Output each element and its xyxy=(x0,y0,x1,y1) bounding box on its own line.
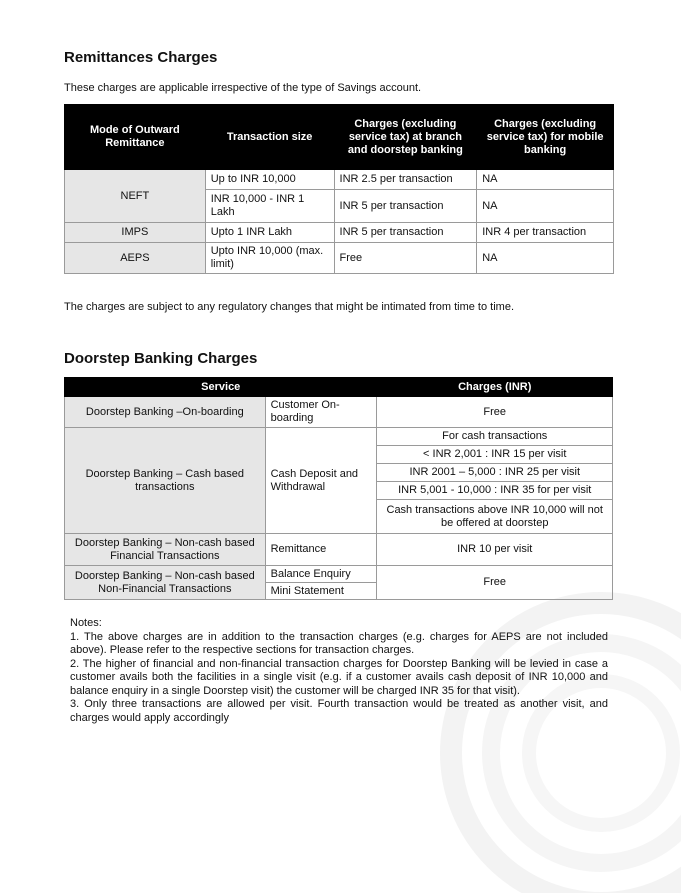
table-row xyxy=(65,223,614,243)
charge-cell: INR 2001 – 5,000 : INR 25 per visit xyxy=(377,464,613,482)
charge-cell: For cash transactions xyxy=(377,428,613,446)
charge-cell: INR 5,001 - 10,000 : INR 35 for per visit xyxy=(377,482,613,500)
mobile-charge-cell: INR 4 per transaction xyxy=(477,223,614,243)
size-cell: Upto INR 10,000 (max. limit) xyxy=(205,243,334,274)
mode-cell: IMPS xyxy=(65,223,206,243)
branch-charge-cell: Free xyxy=(334,243,477,274)
remittances-table xyxy=(64,104,614,274)
table-row xyxy=(65,566,613,583)
size-cell: Up to INR 10,000 xyxy=(205,170,334,190)
note-item: 1. The above charges are in addition to the transaction charges (e.g. charges for AEPS are not included above). Please refer to the respective sections for transaction charges. xyxy=(70,630,608,656)
service-cell: Doorstep Banking – Cash based transactions xyxy=(65,428,266,534)
type-cell: Customer On-boarding xyxy=(265,397,377,428)
table-row xyxy=(65,243,614,274)
notes-section xyxy=(70,617,608,725)
charge-cell: Free xyxy=(377,566,613,600)
table-row xyxy=(65,170,614,190)
charge-cell: < INR 2,001 : INR 15 per visit xyxy=(377,446,613,464)
header-transaction-size: Transaction size xyxy=(205,105,334,170)
note-item: 3. Only three transactions are allowed per visit. Fourth transaction would be treated as another visit, and charges would apply accordingly xyxy=(70,698,608,724)
type-cell: Balance Enquiry xyxy=(265,566,377,583)
mobile-charge-cell: NA xyxy=(477,243,614,274)
doorstep-table xyxy=(64,377,613,600)
branch-charge-cell: INR 5 per transaction xyxy=(334,190,477,223)
service-cell: Doorstep Banking – Non-cash based Financial Transactions xyxy=(65,534,266,566)
table-row xyxy=(65,428,613,446)
type-cell: Remittance xyxy=(265,534,377,566)
remittances-intro: These charges are applicable irrespective of the type of Savings account. xyxy=(64,82,422,94)
notes-heading: Notes: xyxy=(70,617,102,629)
remittances-footnote: The charges are subject to any regulatory changes that might be intimated from time to time. xyxy=(64,301,515,313)
mode-cell: AEPS xyxy=(65,243,206,274)
header-mobile-charges: Charges (excluding service tax) for mobile banking xyxy=(477,105,614,170)
mode-cell: NEFT xyxy=(65,170,206,223)
header-mode: Mode of Outward Remittance xyxy=(65,105,206,170)
size-cell: INR 10,000 - INR 1 Lakh xyxy=(205,190,334,223)
note-item: 2. The higher of financial and non-financial transaction charges for Doorstep Banking will be levied in case a customer avails both the facilities in a single visit (e.g. if a customer avails cash deposit of INR 10,000 and balance enquiry in a single Doorstep visit) the customer will be charged INR 35 for that visit). xyxy=(70,657,608,697)
service-cell: Doorstep Banking –On-boarding xyxy=(65,397,266,428)
charge-cell: Cash transactions above INR 10,000 will not be offered at doorstep xyxy=(377,500,613,534)
header-branch-charges: Charges (excluding service tax) at branch and doorstep banking xyxy=(334,105,477,170)
branch-charge-cell: INR 2.5 per transaction xyxy=(334,170,477,190)
type-cell: Cash Deposit and Withdrawal xyxy=(265,428,377,534)
charge-cell: INR 10 per visit xyxy=(377,534,613,566)
type-cell: Mini Statement xyxy=(265,583,377,600)
service-cell: Doorstep Banking – Non-cash based Non-Financial Transactions xyxy=(65,566,266,600)
header-service: Service xyxy=(65,378,377,397)
size-cell: Upto 1 INR Lakh xyxy=(205,223,334,243)
remittances-title: Remittances Charges xyxy=(64,49,218,66)
table-row xyxy=(65,534,613,566)
doorstep-title: Doorstep Banking Charges xyxy=(64,350,258,367)
mobile-charge-cell: NA xyxy=(477,190,614,223)
charge-cell: Free xyxy=(377,397,613,428)
mobile-charge-cell: NA xyxy=(477,170,614,190)
branch-charge-cell: INR 5 per transaction xyxy=(334,223,477,243)
header-charges: Charges (INR) xyxy=(377,378,613,397)
table-row xyxy=(65,397,613,428)
